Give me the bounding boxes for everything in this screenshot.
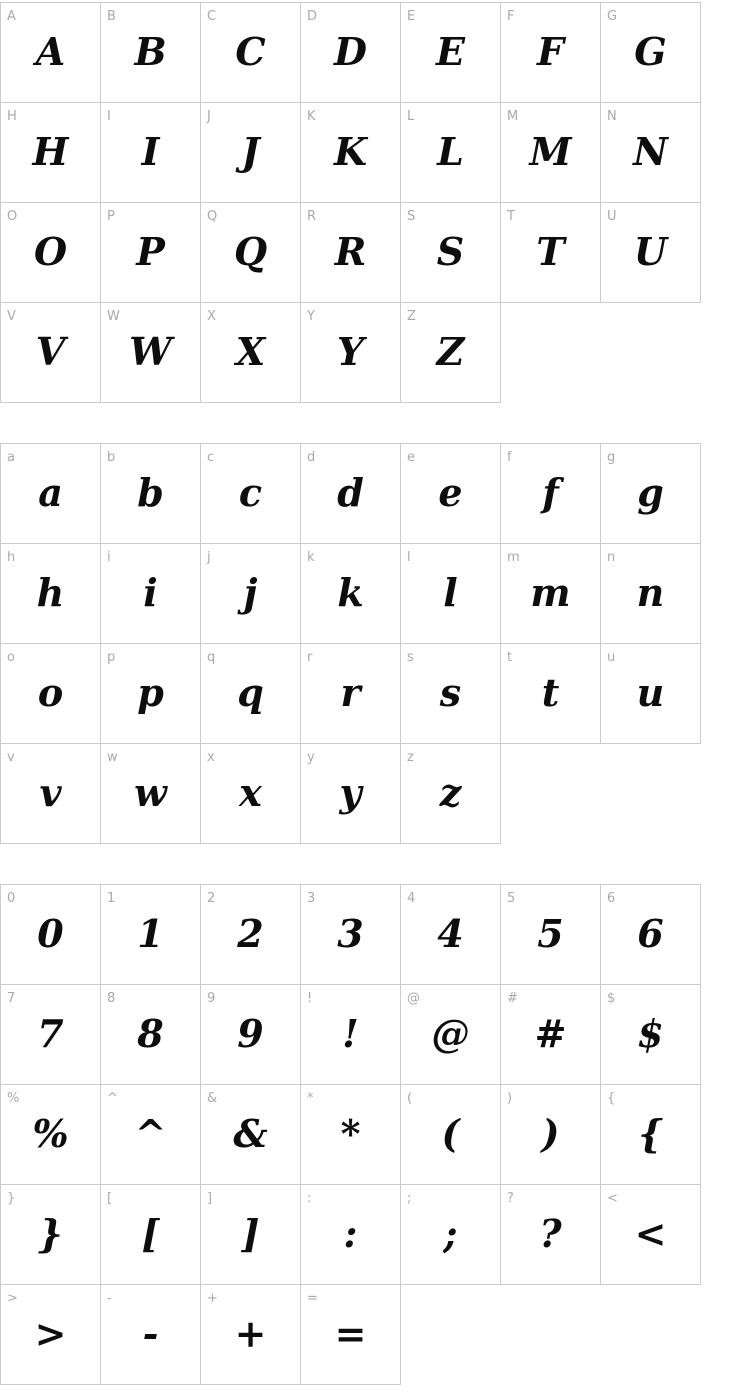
cell-glyph: =	[334, 1310, 367, 1356]
glyph-cell	[401, 303, 501, 403]
glyph-cell	[1, 1085, 101, 1185]
cell-glyph: {	[638, 1110, 663, 1156]
cell-glyph: [	[141, 1210, 160, 1256]
cell-label: C	[207, 9, 217, 24]
cell-glyph: 5	[537, 910, 564, 956]
glyph-cell	[201, 544, 301, 644]
cell-glyph: e	[438, 469, 463, 515]
glyph-cell	[201, 885, 301, 985]
digits-symbols-glyph-grid	[0, 884, 701, 1385]
cell-label: +	[207, 1291, 218, 1306]
cell-label: h	[7, 550, 16, 565]
glyph-cell	[1, 1285, 101, 1385]
cell-glyph: 1	[137, 910, 164, 956]
glyph-cell	[201, 1085, 301, 1185]
cell-glyph: v	[39, 769, 62, 815]
glyph-cell	[501, 544, 601, 644]
cell-label: K	[307, 109, 316, 124]
glyph-cell	[601, 644, 701, 744]
glyph-cell	[601, 1085, 701, 1185]
cell-label: !	[307, 991, 313, 1006]
glyph-cell	[301, 644, 401, 744]
cell-label: W	[107, 309, 120, 324]
cell-label: e	[407, 450, 415, 465]
cell-glyph: V	[35, 328, 66, 374]
cell-glyph: a	[38, 469, 63, 515]
lowercase-glyph-grid	[0, 443, 701, 844]
cell-label: g	[607, 450, 616, 465]
cell-label: =	[307, 1291, 318, 1306]
cell-glyph: R	[334, 228, 367, 274]
glyph-cell	[601, 885, 701, 985]
cell-glyph: D	[334, 28, 367, 74]
cell-glyph: F	[537, 28, 564, 74]
uppercase-glyph-grid	[0, 2, 701, 403]
cell-glyph: y	[339, 769, 362, 815]
glyph-cell	[101, 544, 201, 644]
glyph-cell	[1, 544, 101, 644]
cell-glyph: n	[636, 569, 665, 615]
cell-label: {	[607, 1091, 616, 1106]
glyph-cell	[501, 885, 601, 985]
cell-label: 4	[407, 891, 416, 906]
glyph-cell	[601, 203, 701, 303]
glyph-cell	[401, 203, 501, 303]
cell-glyph: p	[137, 669, 164, 715]
cell-glyph: ?	[539, 1210, 562, 1256]
cell-label: s	[407, 650, 414, 665]
cell-label: w	[107, 750, 118, 765]
glyph-cell	[1, 1185, 101, 1285]
glyph-cell	[401, 3, 501, 103]
cell-glyph: r	[340, 669, 361, 715]
glyph-cell	[101, 644, 201, 744]
cell-glyph: *	[340, 1110, 361, 1156]
cell-label: I	[107, 109, 111, 124]
cell-glyph: 6	[637, 910, 664, 956]
cell-glyph: u	[636, 669, 665, 715]
glyph-cell	[101, 3, 201, 103]
glyph-cell	[301, 3, 401, 103]
cell-glyph: N	[633, 128, 668, 174]
cell-label: J	[207, 109, 211, 124]
cell-label: 9	[207, 991, 216, 1006]
glyph-cell	[1, 885, 101, 985]
cell-label: O	[7, 209, 18, 224]
cell-glyph: d	[337, 469, 364, 515]
cell-label: D	[307, 9, 318, 24]
cell-label: &	[207, 1091, 218, 1106]
glyph-cell	[301, 203, 401, 303]
glyph-cell	[401, 644, 501, 744]
cell-glyph: @	[431, 1010, 470, 1056]
cell-label: k	[307, 550, 315, 565]
glyph-cell	[1, 203, 101, 303]
glyph-cell	[101, 1085, 201, 1185]
glyph-cell	[501, 203, 601, 303]
cell-glyph: 2	[237, 910, 264, 956]
cell-glyph: 9	[237, 1010, 264, 1056]
cell-label: U	[607, 209, 617, 224]
glyph-cell	[301, 544, 401, 644]
cell-label: Q	[207, 209, 218, 224]
glyph-cell	[401, 1185, 501, 1285]
glyph-cell	[101, 103, 201, 203]
glyph-cell	[401, 744, 501, 844]
cell-glyph: 3	[337, 910, 364, 956]
cell-glyph: <	[634, 1210, 667, 1256]
cell-label: b	[107, 450, 116, 465]
glyph-cell	[201, 985, 301, 1085]
glyph-cell	[301, 985, 401, 1085]
glyph-cell	[301, 1185, 401, 1285]
glyph-cell	[401, 1085, 501, 1185]
cell-label: M	[507, 109, 519, 124]
glyph-cell	[201, 444, 301, 544]
cell-glyph: w	[134, 769, 167, 815]
cell-glyph: I	[141, 128, 160, 174]
glyph-cell	[601, 444, 701, 544]
cell-glyph: c	[238, 469, 263, 515]
cell-glyph: H	[32, 128, 69, 174]
glyph-cell	[601, 3, 701, 103]
glyph-cell	[301, 885, 401, 985]
cell-label: G	[607, 9, 618, 24]
cell-glyph: C	[235, 28, 266, 74]
cell-glyph: m	[530, 569, 571, 615]
glyph-cell	[1, 644, 101, 744]
glyph-cell	[1, 3, 101, 103]
cell-label: F	[507, 9, 515, 24]
cell-label: 0	[7, 891, 16, 906]
cell-glyph: S	[436, 228, 465, 274]
cell-label: Y	[307, 309, 315, 324]
cell-glyph: ^	[134, 1110, 167, 1156]
cell-glyph: (	[441, 1110, 460, 1156]
cell-label: z	[407, 750, 414, 765]
cell-glyph: L	[437, 128, 464, 174]
cell-label: V	[7, 309, 16, 324]
glyph-cell	[1, 444, 101, 544]
glyph-cell	[301, 444, 401, 544]
cell-glyph: i	[143, 569, 158, 615]
cell-glyph: J	[241, 128, 260, 174]
cell-label: (	[407, 1091, 413, 1106]
cell-label: :	[307, 1191, 312, 1206]
glyph-cell	[201, 103, 301, 203]
cell-label: p	[107, 650, 116, 665]
cell-label: m	[507, 550, 520, 565]
glyph-cell	[101, 1185, 201, 1285]
cell-label: %	[7, 1091, 20, 1106]
cell-label: n	[607, 550, 616, 565]
glyph-cell	[501, 985, 601, 1085]
cell-glyph: q	[237, 669, 264, 715]
cell-glyph: x	[239, 769, 262, 815]
cell-label: ]	[207, 1191, 213, 1206]
glyph-cell	[301, 744, 401, 844]
cell-glyph: 0	[37, 910, 64, 956]
glyph-cell	[1, 985, 101, 1085]
cell-label: @	[407, 991, 420, 1006]
glyph-cell	[601, 544, 701, 644]
cell-glyph: !	[342, 1010, 359, 1056]
cell-label: t	[507, 650, 513, 665]
cell-glyph: f	[542, 469, 559, 515]
cell-label: d	[307, 450, 316, 465]
cell-label: )	[507, 1091, 513, 1106]
cell-label: v	[7, 750, 15, 765]
glyph-cell	[601, 985, 701, 1085]
cell-label: R	[307, 209, 317, 224]
cell-glyph: 4	[437, 910, 464, 956]
cell-label: j	[207, 550, 211, 565]
cell-label: y	[307, 750, 315, 765]
cell-glyph: E	[436, 28, 465, 74]
cell-glyph: %	[32, 1110, 69, 1156]
cell-glyph: X	[235, 328, 266, 374]
cell-label: #	[507, 991, 518, 1006]
cell-label: [	[107, 1191, 113, 1206]
cell-label: $	[607, 991, 616, 1006]
glyph-cell	[401, 885, 501, 985]
cell-glyph: :	[343, 1210, 358, 1256]
glyph-cell	[101, 885, 201, 985]
cell-glyph: }	[38, 1210, 63, 1256]
cell-glyph: k	[337, 569, 364, 615]
cell-label: Z	[407, 309, 416, 324]
glyph-cell	[201, 203, 301, 303]
cell-glyph: O	[33, 228, 68, 274]
cell-label: x	[207, 750, 215, 765]
cell-glyph: h	[36, 569, 65, 615]
cell-label: 1	[107, 891, 116, 906]
cell-glyph: j	[243, 569, 258, 615]
glyph-cell	[401, 544, 501, 644]
glyph-cell	[101, 203, 201, 303]
cell-label: i	[107, 550, 111, 565]
cell-label: r	[307, 650, 313, 665]
cell-label: 6	[607, 891, 616, 906]
cell-label: ;	[407, 1191, 412, 1206]
glyph-cell	[101, 744, 201, 844]
cell-glyph: A	[35, 28, 66, 74]
cell-label: ?	[507, 1191, 514, 1206]
cell-glyph: +	[234, 1310, 267, 1356]
cell-glyph: )	[541, 1110, 560, 1156]
cell-glyph: &	[233, 1110, 268, 1156]
glyph-cell	[501, 644, 601, 744]
cell-label: *	[307, 1091, 314, 1106]
glyph-cell	[301, 103, 401, 203]
glyph-cell	[1, 744, 101, 844]
glyph-cell	[501, 103, 601, 203]
cell-label: 7	[7, 991, 16, 1006]
glyph-cell	[101, 985, 201, 1085]
cell-glyph: W	[129, 328, 172, 374]
cell-label: }	[7, 1191, 16, 1206]
cell-glyph: l	[443, 569, 458, 615]
glyph-cell	[201, 1285, 301, 1385]
glyph-cell	[601, 1185, 701, 1285]
glyph-cell	[501, 3, 601, 103]
cell-glyph: z	[439, 769, 462, 815]
cell-glyph: G	[634, 28, 667, 74]
cell-glyph: $	[637, 1010, 664, 1056]
glyph-cell	[401, 444, 501, 544]
cell-glyph: t	[541, 669, 560, 715]
cell-glyph: ]	[241, 1210, 260, 1256]
glyph-cell	[201, 1185, 301, 1285]
cell-label: 2	[207, 891, 216, 906]
glyph-cell	[101, 1285, 201, 1385]
glyph-cell	[501, 1185, 601, 1285]
glyph-cell	[201, 644, 301, 744]
cell-label: A	[7, 9, 16, 24]
cell-glyph: 7	[37, 1010, 64, 1056]
cell-glyph: #	[534, 1010, 567, 1056]
cell-label: L	[407, 109, 415, 124]
cell-glyph: ;	[443, 1210, 458, 1256]
cell-label: q	[207, 650, 216, 665]
glyph-cell	[1, 103, 101, 203]
cell-label: N	[607, 109, 617, 124]
cell-glyph: P	[136, 228, 165, 274]
cell-label: P	[107, 209, 115, 224]
cell-label: X	[207, 309, 216, 324]
cell-label: <	[607, 1191, 618, 1206]
glyph-cell	[501, 444, 601, 544]
cell-glyph: T	[536, 228, 565, 274]
glyph-cell	[201, 303, 301, 403]
cell-glyph: U	[633, 228, 668, 274]
cell-label: a	[7, 450, 15, 465]
cell-glyph: o	[37, 669, 64, 715]
cell-label: l	[407, 550, 411, 565]
glyph-cell	[201, 744, 301, 844]
cell-glyph: >	[34, 1310, 67, 1356]
cell-label: ^	[107, 1091, 118, 1106]
cell-label: H	[7, 109, 17, 124]
cell-glyph: s	[439, 669, 462, 715]
cell-glyph: M	[529, 128, 572, 174]
cell-glyph: B	[134, 28, 167, 74]
glyph-cell	[301, 1085, 401, 1185]
cell-glyph: g	[637, 469, 664, 515]
cell-glyph: Y	[336, 328, 365, 374]
cell-label: -	[107, 1291, 112, 1306]
glyph-cell	[301, 303, 401, 403]
cell-label: u	[607, 650, 616, 665]
cell-glyph: Z	[436, 328, 465, 374]
glyph-cell	[1, 303, 101, 403]
cell-label: E	[407, 9, 416, 24]
glyph-cell	[501, 1085, 601, 1185]
glyph-cell	[301, 1285, 401, 1385]
cell-label: B	[107, 9, 116, 24]
cell-label: 5	[507, 891, 516, 906]
glyph-cell	[101, 444, 201, 544]
cell-label: >	[7, 1291, 18, 1306]
cell-label: c	[207, 450, 215, 465]
cell-glyph: -	[142, 1310, 159, 1356]
cell-glyph: K	[333, 128, 368, 174]
glyph-cell	[101, 303, 201, 403]
cell-glyph: Q	[233, 228, 268, 274]
glyph-cell	[601, 103, 701, 203]
cell-glyph: b	[137, 469, 164, 515]
cell-label: 8	[107, 991, 116, 1006]
glyph-cell	[201, 3, 301, 103]
glyph-cell	[401, 985, 501, 1085]
cell-label: T	[507, 209, 515, 224]
cell-label: f	[507, 450, 512, 465]
cell-glyph: 8	[137, 1010, 164, 1056]
cell-label: 3	[307, 891, 316, 906]
cell-label: o	[7, 650, 15, 665]
cell-label: S	[407, 209, 416, 224]
glyph-cell	[401, 103, 501, 203]
